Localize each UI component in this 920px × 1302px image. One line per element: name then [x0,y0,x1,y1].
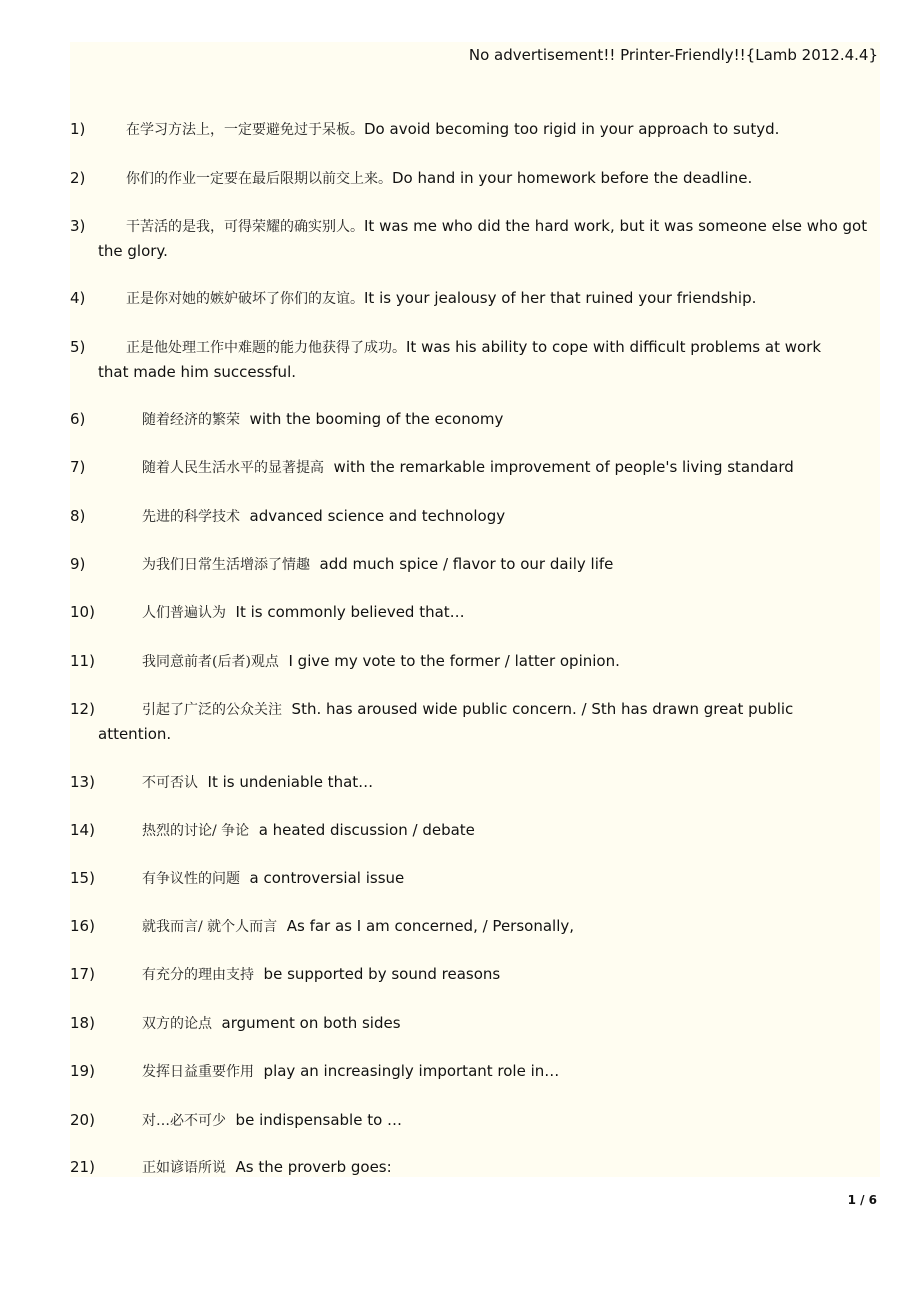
item-chinese: 就我而言/ 就个人而言 [142,919,278,935]
item-english: be indispensable to … [235,1111,403,1129]
item-chinese: 正是他处理工作中难题的能力他获得了成功。 [126,340,406,356]
item-english: It is undeniable that… [207,773,374,791]
item-chinese: 你们的作业一定要在最后限期以前交上来。 [126,171,392,187]
item-chinese: 发挥日益重要作用 [142,1064,254,1080]
item-number: 12) [70,700,95,718]
list-item [70,407,880,432]
item-english-continued: the glory. [98,242,168,260]
item-chinese: 我同意前者(后者)观点 [142,654,279,670]
list-item [70,866,880,891]
list-item [70,697,880,746]
item-english: with the booming of the economy [249,410,504,428]
item-number: 15) [70,869,95,887]
item-chinese: 对…必不可少 [142,1113,226,1129]
item-chinese: 正如谚语所说 [142,1160,226,1176]
item-chinese: 热烈的讨论/ 争论 [142,823,250,839]
item-chinese: 随着人民生活水平的显著提高 [142,460,324,476]
item-number: 17) [70,965,95,983]
item-english: Sth. has aroused wide public concern. / Sth has drawn great public [291,700,794,718]
item-number: 1) [70,120,86,138]
list-item [70,335,880,384]
item-english: argument on both sides [221,1014,401,1032]
item-number: 8) [70,507,86,525]
item-number: 16) [70,917,95,935]
item-english: a heated discussion / debate [258,821,475,839]
item-number: 2) [70,169,86,187]
item-chinese: 人们普遍认为 [142,605,226,621]
item-number: 19) [70,1062,95,1080]
list-item [70,552,880,577]
item-chinese: 有充分的理由支持 [142,967,254,983]
list-item [70,166,880,191]
item-chinese: 双方的论点 [142,1016,212,1032]
list-item [70,286,880,311]
item-chinese: 为我们日常生活增添了情趣 [142,557,310,573]
page-number: 1 / 6 [847,1193,877,1207]
item-number: 10) [70,603,95,621]
list-item [70,600,880,625]
list-item [70,1155,880,1180]
list-item [70,770,880,795]
item-number: 4) [70,289,86,307]
list-item [70,214,880,263]
item-number: 18) [70,1014,95,1032]
list-item [70,117,880,142]
item-english: add much spice / flavor to our daily life [319,555,614,573]
item-english: with the remarkable improvement of people's living standard [333,458,794,476]
item-english: It is your jealousy of her that ruined your friendship. [364,289,757,307]
item-english: As the proverb goes: [235,1158,392,1176]
item-english-continued: attention. [98,725,172,743]
item-chinese: 有争议性的问题 [142,871,240,887]
item-number: 7) [70,458,86,476]
list-item [70,1108,880,1133]
item-english: advanced science and technology [249,507,506,525]
item-english: It was me who did the hard work, but it was someone else who got [364,217,868,235]
item-chinese: 正是你对她的嫉妒破坏了你们的友谊。 [126,291,364,307]
item-english: play an increasingly important role in… [263,1062,560,1080]
item-english: I give my vote to the former / latter opinion. [288,652,620,670]
item-english: It is commonly believed that… [235,603,465,621]
list-item [70,914,880,939]
item-english: As far as I am concerned, / Personally, [286,917,575,935]
item-english: Do avoid becoming too rigid in your approach to sutyd. [364,120,780,138]
item-english: a controversial issue [249,869,405,887]
list-item [70,455,880,480]
list-item [70,818,880,843]
item-english-continued: that made him successful. [98,363,297,381]
item-english: It was his ability to cope with difficult problems at work [406,338,822,356]
item-chinese: 在学习方法上，一定要避免过于呆板。 [126,122,364,138]
item-english: be supported by sound reasons [263,965,501,983]
list-item [70,504,880,529]
list-item [70,962,880,987]
item-number: 21) [70,1158,95,1176]
item-number: 6) [70,410,86,428]
page-header: No advertisement!! Printer-Friendly!!{Lamb 2012.4.4} [468,46,878,64]
list-item [70,1011,880,1036]
item-english: Do hand in your homework before the deadline. [392,169,753,187]
item-number: 9) [70,555,86,573]
item-number: 13) [70,773,95,791]
item-chinese: 先进的科学技术 [142,509,240,525]
item-chinese: 随着经济的繁荣 [142,412,240,428]
item-number: 11) [70,652,95,670]
item-chinese: 不可否认 [142,775,198,791]
item-chinese: 干苦活的是我，可得荣耀的确实别人。 [126,219,364,235]
item-chinese: 引起了广泛的公众关注 [142,702,282,718]
item-number: 20) [70,1111,95,1129]
list-item [70,1059,880,1084]
item-number: 3) [70,217,86,235]
item-number: 5) [70,338,86,356]
item-number: 14) [70,821,95,839]
list-item [70,649,880,674]
